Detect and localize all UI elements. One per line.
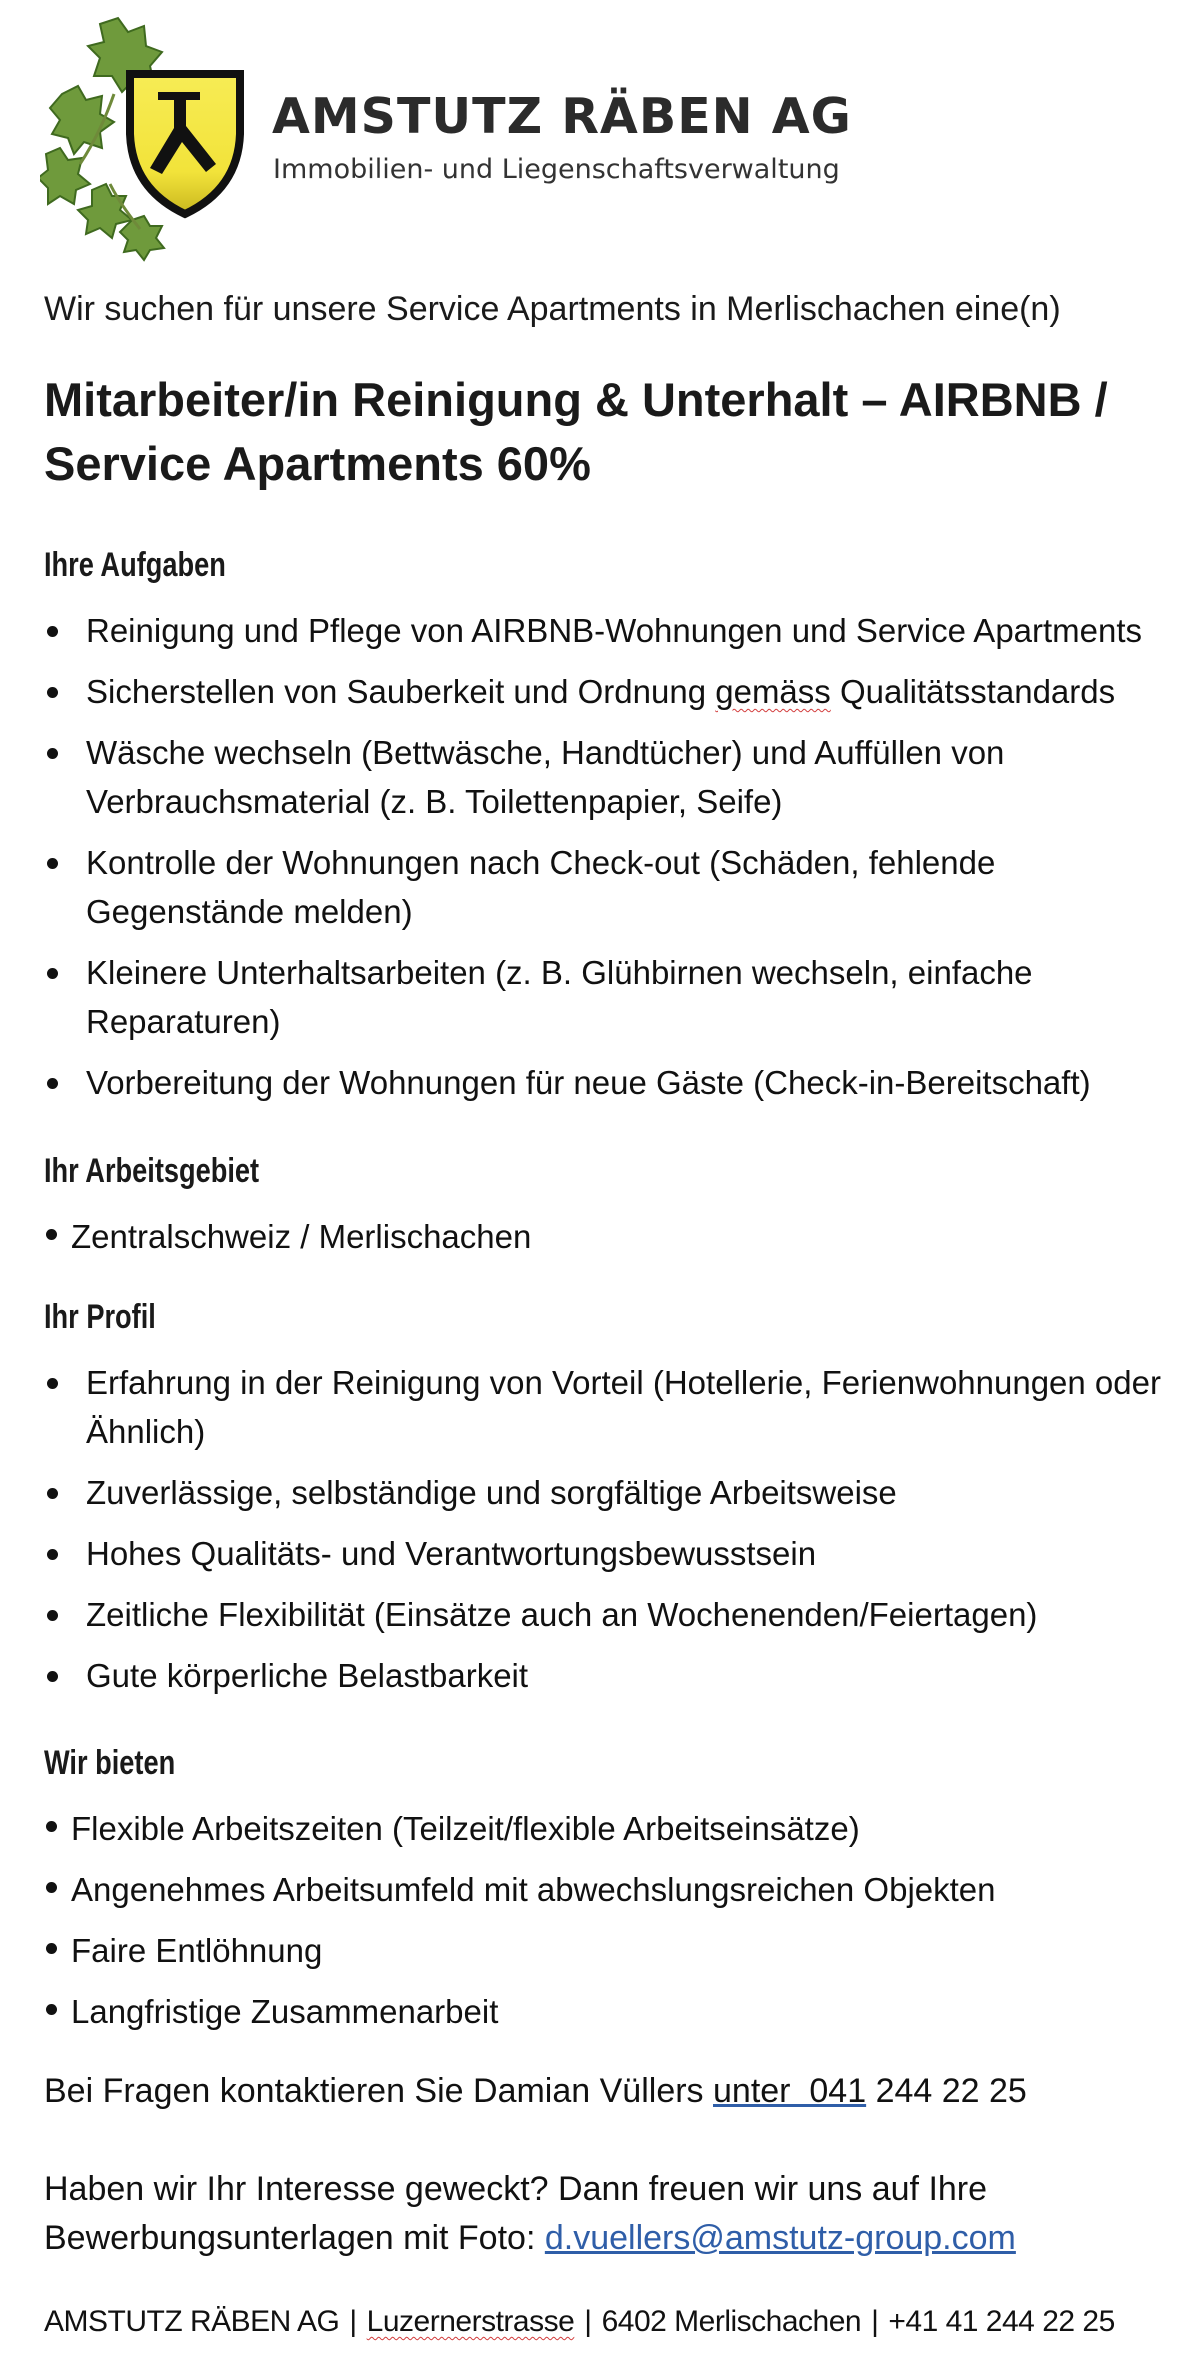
list-item: Angenehmes Arbeitsumfeld mit abwechslungsreichen Objekten [44,1865,1164,1914]
footer-city: 6402 Merlischachen [601,2305,862,2338]
contact-text: Bei Fragen kontaktieren Sie Damian Vüllers [44,2072,704,2110]
company-name: AMSTUTZ RÄBEN AG [272,88,852,145]
shield-icon [130,74,240,214]
tasks-list [44,606,1164,1119]
phone-number-rest: 244 22 25 [875,2072,1027,2110]
list-item: Zuverlässige, selbständige und sorgfältige Arbeitsweise [44,1468,1164,1517]
footer-separator: | [871,2305,879,2338]
offer-list [44,1804,1164,2048]
phone-link[interactable]: unter 041 [713,2072,867,2110]
profile-list [44,1358,1164,1712]
closing-line: Haben wir Ihr Interesse geweckt? Dann freuen wir uns auf Ihre [44,2170,988,2208]
section-heading-offer: Wir bieten [44,1744,176,1782]
closing-text [44,2165,1144,2263]
list-item: Wäsche wechseln (Bettwäsche, Handtücher) und Auffüllen von Verbrauchsmaterial (z. B. Toilettenpapier, Seife) [44,728,1164,826]
footer-company: AMSTUTZ RÄBEN AG [44,2305,340,2338]
footer-phone: +41 41 244 22 25 [888,2305,1115,2338]
list-item: Kontrolle der Wohnungen nach Check-out (Schäden, fehlende Gegenstände melden) [44,838,1164,936]
list-item: Kleinere Unterhaltsarbeiten (z. B. Glühbirnen wechseln, einfache Reparaturen) [44,948,1164,1046]
section-heading-area: Ihr Arbeitsgebiet [44,1152,260,1190]
area-list [44,1212,1164,1273]
job-title [44,368,1144,496]
list-item: Langfristige Zusammenarbeit [44,1987,1164,2036]
footer-separator: | [349,2305,357,2338]
list-item: Sicherstellen von Sauberkeit und Ordnung gemäss Qualitätsstandards [44,667,1164,716]
footer-street: Luzernerstrasse [366,2305,575,2338]
intro-text: Wir suchen für unsere Service Apartments in Merlischachen eine(n) [44,290,1061,328]
closing-line-text: Bewerbungsunterlagen mit Foto: [44,2219,536,2257]
list-item: Erfahrung in der Reinigung von Vorteil (Hotellerie, Ferienwohnungen oder Ähnlich) [44,1358,1164,1456]
list-item: Gute körperliche Belastbarkeit [44,1651,1164,1700]
spellcheck-word: gemäss [715,673,831,710]
list-item: Reinigung und Pflege von AIRBNB-Wohnungen und Service Apartments [44,606,1164,655]
company-tagline: Immobilien- und Liegenschaftsverwaltung [273,154,840,185]
email-link[interactable]: d.vuellers@amstutz-group.com [544,2219,1016,2257]
footer-separator: | [584,2305,592,2338]
section-heading-profile: Ihr Profil [44,1298,156,1336]
section-heading-tasks: Ihre Aufgaben [44,546,226,584]
footer-address [44,2305,1115,2339]
list-item: Faire Entlöhnung [44,1926,1164,1975]
job-title-line: Mitarbeiter/in Reinigung & Unterhalt – AIRBNB / [44,373,1108,426]
closing-line [44,2214,1144,2263]
list-item: Zentralschweiz / Merlischachen [44,1212,1164,1261]
contact-line [44,2072,1027,2111]
company-logo [40,14,270,264]
job-title-line: Service Apartments 60% [44,437,591,490]
list-item: Zeitliche Flexibilität (Einsätze auch an Wochenenden/Feiertagen) [44,1590,1164,1639]
list-item: Vorbereitung der Wohnungen für neue Gäste (Check-in-Bereitschaft) [44,1058,1164,1107]
list-item: Hohes Qualitäts- und Verantwortungsbewusstsein [44,1529,1164,1578]
list-item: Flexible Arbeitszeiten (Teilzeit/flexible Arbeitseinsätze) [44,1804,1164,1853]
